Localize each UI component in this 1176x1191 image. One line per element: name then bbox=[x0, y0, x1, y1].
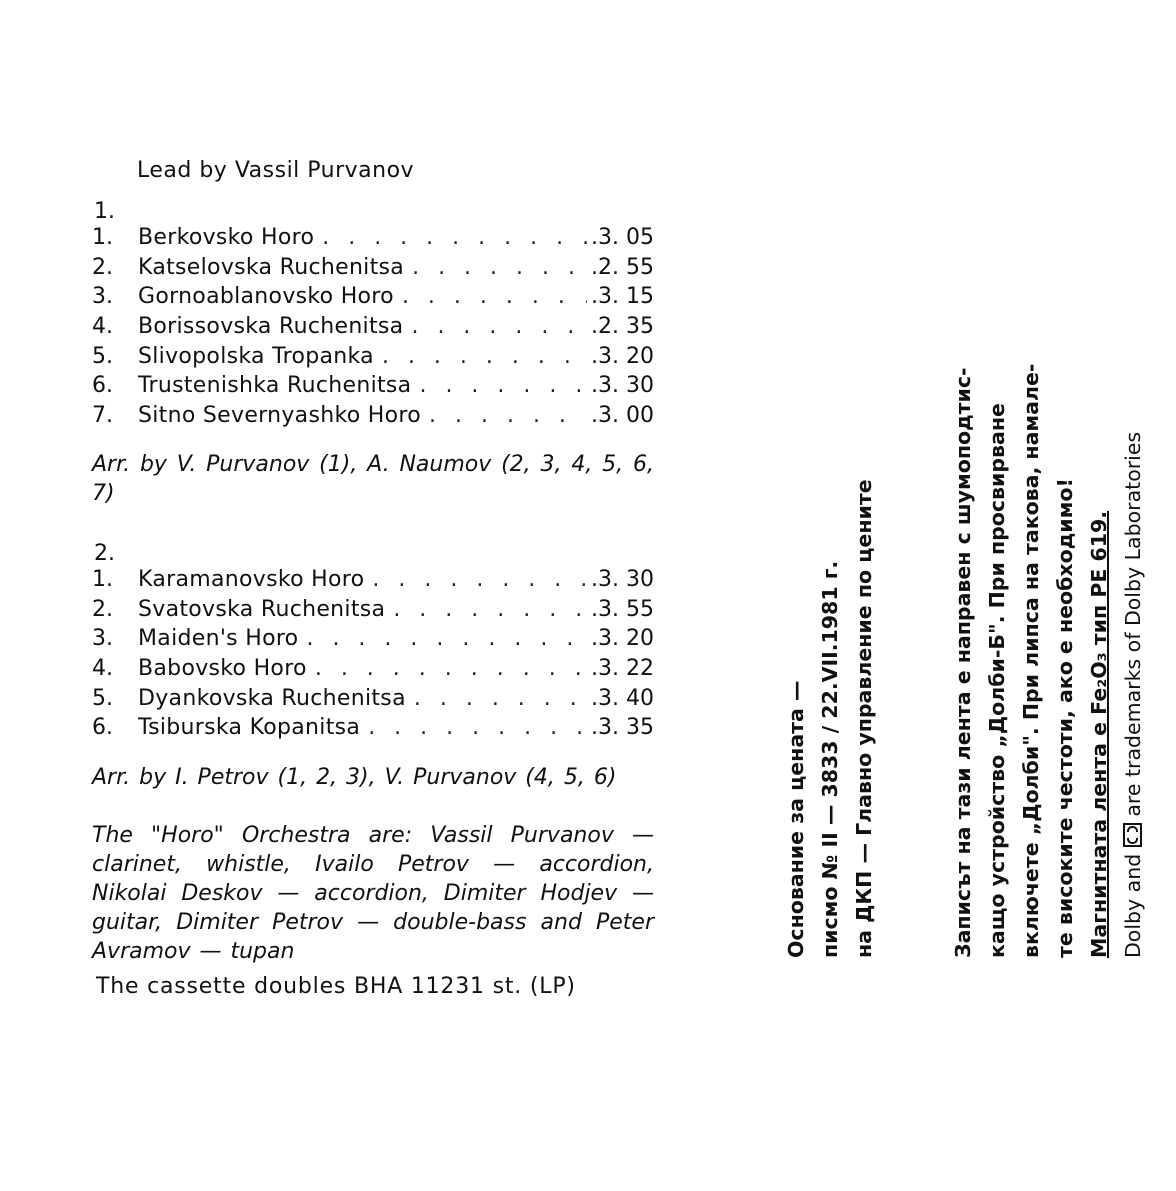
track-number: 6. bbox=[92, 373, 113, 399]
track-title: Svatovska Ruchenitsa bbox=[138, 596, 386, 622]
track-title: Trustenishka Ruchenitsa bbox=[138, 373, 412, 399]
track-duration: .3. 00 bbox=[591, 403, 654, 429]
leader-dots bbox=[322, 225, 587, 250]
side-1-arrangement: Arr. by V. Purvanov (1), A. Naumov (2, 3, 4, 5, 6, 7) bbox=[92, 452, 654, 506]
track-row bbox=[92, 344, 654, 374]
track-duration: .2. 35 bbox=[591, 314, 654, 340]
track-duration: .3. 20 bbox=[591, 626, 654, 652]
track-number: 7. bbox=[92, 403, 113, 429]
side-2-arrangement: Arr. by I. Petrov (1, 2, 3), V. Purvanov (4, 5, 6) bbox=[92, 765, 617, 790]
track-duration: .3. 30 bbox=[591, 567, 654, 592]
track-number: 5. bbox=[92, 343, 113, 369]
track-row bbox=[92, 715, 654, 745]
dolby-double-d-icon bbox=[1123, 823, 1142, 847]
track-title: Slivopolska Tropanka bbox=[138, 343, 374, 369]
dolby-notice-line: включете „Долби". При липса на такова, намале- bbox=[1019, 363, 1043, 958]
side-1-tracklist bbox=[92, 225, 654, 433]
track-number: 2. bbox=[92, 596, 113, 622]
track-title: Berkovsko Horo bbox=[138, 225, 315, 250]
cassette-note: The cassette doubles BHA 11231 st. (LP) bbox=[96, 974, 576, 999]
leader-dots bbox=[306, 626, 587, 651]
side-2-tracklist bbox=[92, 567, 654, 745]
track-title: Karamanovsko Horo bbox=[138, 567, 365, 592]
leader-dots bbox=[368, 715, 587, 740]
track-title: Babovsko Horo bbox=[138, 656, 307, 682]
track-row bbox=[92, 373, 654, 403]
leader-dots bbox=[412, 255, 587, 280]
dolby-notice-line: те високите честоти, ако е необходимо! bbox=[1053, 478, 1077, 958]
track-number: 4. bbox=[92, 656, 113, 682]
track-row bbox=[92, 626, 654, 656]
track-row bbox=[92, 567, 654, 597]
track-row bbox=[92, 255, 654, 285]
track-number: 1. bbox=[92, 225, 113, 250]
track-row bbox=[92, 656, 654, 686]
tape-spec-line: Магнитната лента е Fe₂O₃ тип PE 619. bbox=[1087, 510, 1111, 958]
track-title: Maiden's Horo bbox=[138, 626, 299, 652]
leader-dots bbox=[372, 567, 587, 592]
track-number: 3. bbox=[92, 626, 113, 652]
price-basis-note bbox=[779, 479, 881, 958]
track-duration: .3. 55 bbox=[591, 596, 654, 622]
track-duration: .2. 55 bbox=[591, 254, 654, 280]
side-1-label: 1. bbox=[94, 199, 115, 224]
track-row bbox=[92, 686, 654, 716]
track-title: Dyankovska Ruchenitsa bbox=[138, 685, 406, 711]
track-number: 3. bbox=[92, 284, 113, 310]
leader-dots bbox=[393, 597, 587, 622]
trademark-line bbox=[1116, 364, 1150, 958]
track-duration: .3. 30 bbox=[591, 373, 654, 399]
track-row bbox=[92, 225, 654, 255]
track-duration: .3. 05 bbox=[591, 225, 654, 250]
trademark-pre: Dolby and bbox=[1121, 853, 1145, 958]
track-title: Tsiburska Kopanitsa bbox=[138, 715, 361, 741]
dolby-notice-line: кащо устройство „Долби-Б". При просвирване bbox=[985, 403, 1009, 958]
track-row bbox=[92, 597, 654, 627]
track-row bbox=[92, 403, 654, 433]
track-title: Sitno Severnyashko Horo bbox=[138, 403, 421, 429]
track-duration: .3. 15 bbox=[591, 284, 654, 310]
track-title: Katselovska Ruchenitsa bbox=[138, 254, 405, 280]
lead-credit: Lead by Vassil Purvanov bbox=[137, 158, 415, 183]
track-row bbox=[92, 284, 654, 314]
leader-dots bbox=[402, 284, 587, 309]
track-duration: .3. 40 bbox=[591, 685, 654, 711]
leader-dots bbox=[315, 656, 587, 681]
dolby-notice-line: Записът на тази лента е направен с шумоподтис- bbox=[951, 367, 975, 958]
track-number: 4. bbox=[92, 314, 113, 340]
trademark-post: are trademarks of Dolby Laboratories bbox=[1121, 431, 1145, 817]
track-duration: .3. 22 bbox=[591, 656, 654, 682]
track-title: Borissovska Ruchenitsa bbox=[138, 314, 404, 340]
price-basis-line: на ДКП — Главно управление по цените bbox=[852, 479, 876, 958]
side-2-label: 2. bbox=[94, 541, 115, 566]
leader-dots bbox=[419, 373, 587, 398]
track-duration: .3. 20 bbox=[591, 343, 654, 369]
track-number: 1. bbox=[92, 567, 113, 592]
track-duration: .3. 35 bbox=[591, 715, 654, 741]
leader-dots bbox=[411, 314, 587, 339]
orchestra-credits: The "Horo" Orchestra are: Vassil Purvanov — clarinet, whistle, Ivailo Petrov — accordion, Nikolai Deskov — accordion, Dimiter Hodjev — guitar, Dimiter Petrov — double-bass and Peter Avramov — tupan bbox=[92, 823, 654, 964]
track-number: 5. bbox=[92, 685, 113, 711]
track-number: 6. bbox=[92, 715, 113, 741]
track-row bbox=[92, 314, 654, 344]
leader-dots bbox=[429, 403, 587, 428]
price-basis-line: писмо № II — 3833 / 22.VII.1981 г. bbox=[818, 560, 842, 958]
track-title: Gornoablanovsko Horo bbox=[138, 284, 394, 310]
dolby-notice bbox=[946, 364, 1150, 958]
price-basis-line: Основание за цената — bbox=[784, 680, 808, 958]
track-number: 2. bbox=[92, 254, 113, 280]
leader-dots bbox=[382, 344, 587, 369]
leader-dots bbox=[414, 686, 587, 711]
